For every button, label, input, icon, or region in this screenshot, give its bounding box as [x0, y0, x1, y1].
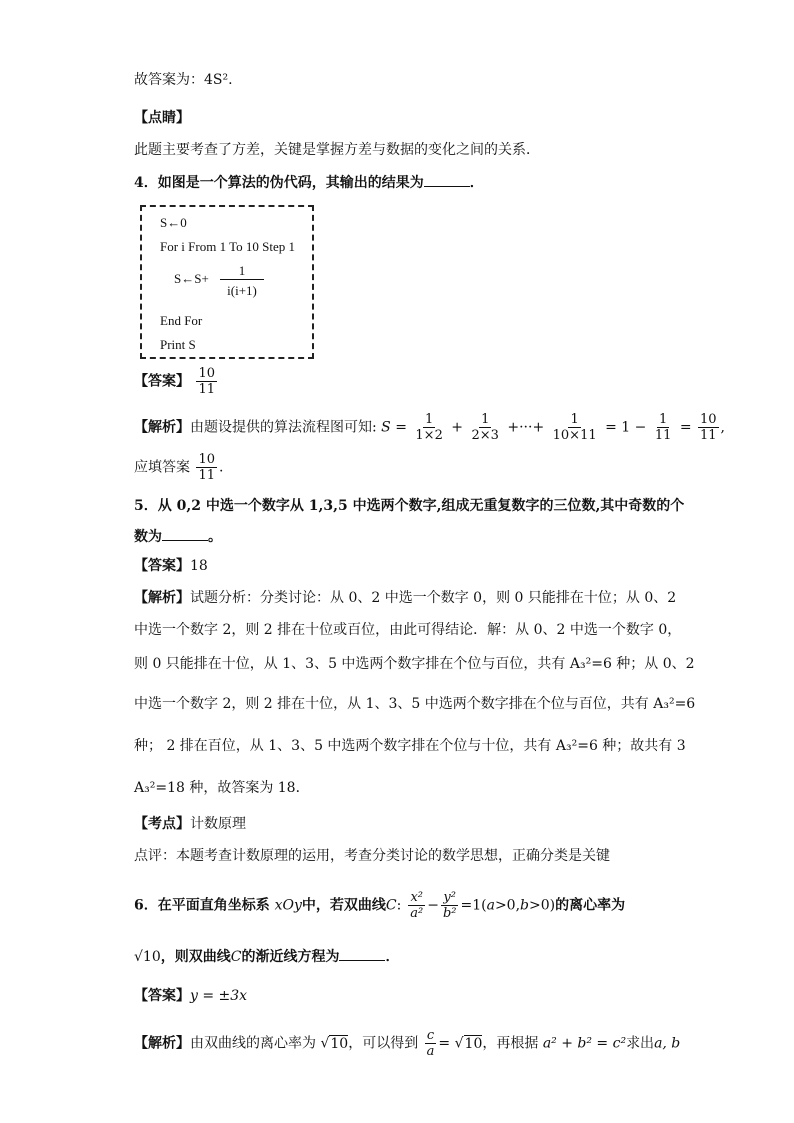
fill-text: 应填答案 [134, 459, 190, 476]
code-line-2: For i From 1 To 10 Step 1 [160, 239, 296, 254]
frac-den: 11 [198, 468, 215, 483]
formula-frac-2 [469, 412, 500, 443]
code-frac-num: 1 [220, 263, 264, 280]
frac-num: 10 [198, 366, 215, 381]
formula-dots: +···+ [507, 419, 545, 436]
jiexi-line: 试题分析：分类讨论：从 0、2 中选一个数字 0，则 0 只能排在十位；从 0、2 [190, 590, 677, 606]
q6-title-2: √10，则双曲线C的渐近线方程为 ． [134, 946, 399, 967]
hyperbola-frac-y: $\frac{\text{y²}}{\text{b²}}$ [442, 890, 457, 921]
formula-frac-5 [698, 412, 719, 443]
sqrt10: √10 [134, 949, 161, 965]
answer-value: 18 [190, 558, 208, 574]
frac-den: 11 [198, 382, 215, 397]
q4-jiexi [134, 412, 725, 443]
q5-title-2-end: 。 [208, 529, 222, 545]
jiexi-tag: 【解析】 [134, 419, 190, 436]
sqrt-value: 10 [330, 1035, 349, 1052]
q5-kaodian [134, 814, 246, 834]
q5-title-2 [134, 526, 222, 547]
jiexi-b: ，可以得到 [348, 1035, 419, 1052]
q4-answer [134, 366, 219, 397]
q5-jiexi-3: 则 0 只能排在十位，从 1、3、5 中选两个数字排在个位与百位，共有 A₃²=6 种；从 0、2 [134, 656, 695, 672]
q5-jiexi-2: 中选一个数字 2，则 2 排在十位或百位，由此可得结论．解：从 0、2 中选一个数字 0， [134, 622, 682, 638]
frac-den: 2×3 [471, 428, 499, 443]
formula-eq-1: = 1 − [605, 419, 647, 436]
jiexi-d: 求出 [626, 1035, 655, 1052]
frac-den: 10×11 [552, 428, 597, 443]
q4-title-text: 4．如图是一个算法的伪代码，其输出的结果为 [134, 175, 424, 191]
q6-title-1: 6．在平面直角坐标系 xOy中，若双曲线C: $\frac{\text{x²}}{\text{a²}}$ − $\frac{\text{y²}}{\text{b²}}$ =1(a>0,b>0)的离心率为 [134, 890, 626, 921]
formula-comma: , [720, 419, 725, 436]
answer-blank [339, 946, 385, 961]
q6-line2-c: C [230, 949, 242, 965]
fill-fraction [196, 452, 217, 483]
code-line-3: S←S+ [174, 271, 209, 286]
jiexi-c: ，再根据 [482, 1035, 539, 1052]
q6-curve-c: C [385, 897, 397, 914]
answer-tag: 【答案】 [134, 988, 190, 1004]
equation: a² + b² = c² [542, 1035, 627, 1052]
jiexi-tag: 【解析】 [134, 590, 190, 606]
dianjing-text: 此题主要考查了方差，关键是掌握方差与数据的变化之间的关系． [134, 142, 540, 158]
formula-frac-4 [653, 412, 674, 443]
frac-num: 1 [424, 412, 434, 427]
answer-tag: 【答案】 [134, 558, 190, 574]
q4-title: 4．如图是一个算法的伪代码，其输出的结果为 ． [134, 172, 484, 193]
kaodian-tag: 【考点】 [134, 816, 190, 832]
q5-jiexi-1 [134, 588, 676, 608]
formula-frac-1 [413, 412, 444, 443]
q6-jiexi: 【解析】由双曲线的离心率为 √10，可以得到 $\frac{c}{a}$ = √10，再根据 a² + b² = c²求出a, b [134, 1028, 681, 1059]
answer-line: 故答案为：4S². [134, 72, 233, 88]
frac-den: 11 [654, 428, 672, 443]
code-line-4: End For [160, 313, 203, 328]
q5-jiexi-5: 种； 2 排在百位，从 1、3、5 中选两个数字排在个位与十位，共有 A₃²=6 种；故共有 3 [134, 738, 686, 754]
code-line-1: S←0 [160, 215, 187, 230]
answer-fraction [196, 366, 217, 397]
q6-title-b: xOy [274, 897, 302, 914]
answer-blank [424, 172, 470, 187]
q6-title-c: 中，若双曲线 [301, 897, 386, 914]
kaodian-text: 计数原理 [190, 816, 246, 832]
code-frac-den: i(i+1) [227, 283, 257, 298]
answer-value: y = ±3x [190, 988, 248, 1004]
q6-answer [134, 986, 247, 1006]
dianjing-tag: 【点睛】 [134, 110, 190, 126]
frac-num: 10 [700, 412, 717, 427]
frac-num: 1 [658, 412, 668, 427]
formula-eq-2: = [679, 419, 692, 436]
frac-den: 11 [700, 428, 717, 443]
formula-plus: + [451, 419, 464, 436]
q5-jiexi-6: A₃²=18 种，故答案为 18． [134, 780, 310, 796]
q5-answer [134, 556, 208, 576]
q6-line2-d: 的渐近线方程为 [241, 949, 340, 965]
jiexi-tag: 【解析】 [134, 1035, 190, 1052]
answer-blank [162, 526, 208, 541]
q5-dianping: 点评：本题考查计数原理的运用，考查分类讨论的数学思想，正确分类是关键 [134, 848, 610, 864]
q5-title-2-text: 数为 [134, 529, 162, 545]
frac-num: 1 [570, 412, 579, 427]
formula-s: S = [381, 419, 407, 436]
c-over-a: $\frac{c}{a}$ [426, 1028, 435, 1059]
q4-fill: 应填答案 $\frac{10}{11}$ . [134, 452, 224, 483]
hyperbola-frac-x: $\frac{\text{x²}}{\text{a²}}$ [410, 890, 424, 921]
answer-tag: 【答案】 [134, 373, 190, 390]
q5-title-1: 5．从 0,2 中选一个数字从 1,3,5 中选两个数字,组成无重复数字的三位数,其中奇数的个 [134, 498, 685, 514]
frac-num: 1 [481, 412, 490, 427]
pseudocode-box [140, 205, 314, 359]
q5-jiexi-4: 中选一个数字 2，则 2 排在十位，从 1、3、5 中选两个数字排在个位与百位，共有 A₃²=6 [134, 696, 696, 712]
formula-frac-3 [551, 412, 599, 443]
jiexi-text: 由题设提供的算法流程图可知: [190, 419, 377, 436]
frac-den: 1×2 [415, 428, 443, 443]
q6-line2-b: ，则双曲线 [160, 949, 231, 965]
vars: a, b [654, 1035, 681, 1052]
frac-num: 10 [198, 452, 215, 467]
q6-title-a: 6．在平面直角坐标系 [134, 897, 270, 914]
code-line-5: Print S [160, 337, 196, 352]
q6-title-d: 的离心率为 [555, 897, 626, 914]
jiexi-a: 由双曲线的离心率为 [190, 1035, 316, 1052]
